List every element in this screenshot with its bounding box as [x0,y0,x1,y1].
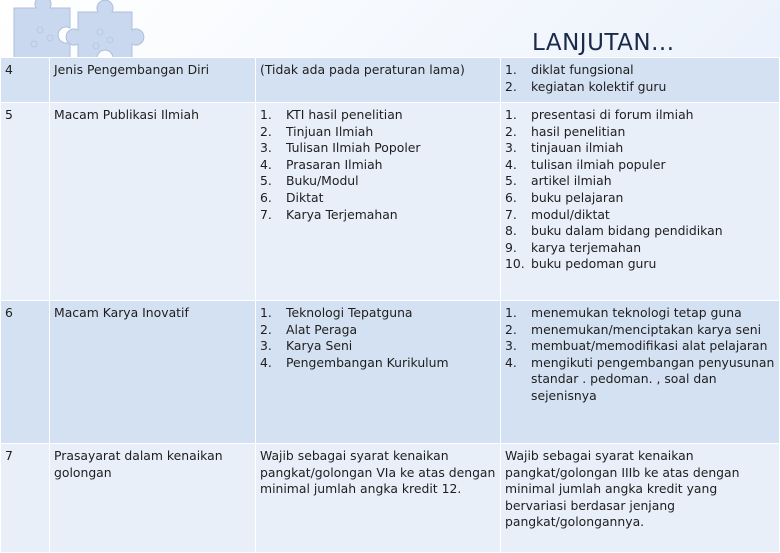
puzzle-piece-right [66,0,144,62]
list-item-text: kegiatan kolektif guru [531,78,667,94]
list-item [260,190,496,207]
list-item-number: 2. [505,123,517,139]
list-item-number: 5. [260,173,272,189]
list-item [260,322,496,339]
list-item [505,322,775,339]
list-item-number: 10. [505,256,525,272]
list-item [505,190,775,207]
list-item-text: artikel ilmiah [531,173,612,189]
aspect-cell: Prasayarat dalam kenaikan golongan [50,444,256,553]
old-regulation-cell: Wajib sebagai syarat kenaikan pangkat/golongan VIa ke atas dengan minimal jumlah angka kredit 12. [256,444,501,553]
list-item [260,107,496,124]
list-item-number: 9. [505,239,517,255]
list-item-number: 5. [505,173,517,189]
list-item [260,173,496,190]
list-item-number: 2. [260,321,272,337]
old-regulation-cell: (Tidak ada pada peraturan lama) [256,58,501,103]
list-item-number: 4. [260,156,272,172]
list-item-number: 4. [260,354,272,370]
list-item-text: tulisan ilmiah populer [531,156,666,172]
list-item [260,157,496,174]
list-item [505,62,775,79]
list-item [505,338,775,355]
list-item-text: tinjauan ilmiah [531,140,624,156]
list-item-number: 7. [505,206,517,222]
list-item-number: 1. [260,305,272,320]
list-item-text: Diktat [286,189,324,205]
list-item [505,256,775,273]
list-item-text: Teknologi Tepatguna [286,305,413,320]
list-item-number: 2. [505,78,517,94]
list-item-number: 1. [260,107,272,122]
list-item-text: mengikuti pengembangan penyusunan standar . pedoman. , soal dan sejenisnya [531,354,775,403]
list-item-text: membuat/memodifikasi alat pelajaran [531,338,768,354]
old-regulation-cell [256,103,501,301]
list-item-number: 4. [505,156,517,172]
list-item-number: 6. [260,189,272,205]
list-item-number: 3. [505,140,517,156]
list-item [505,107,775,124]
list-item-text: Pengembangan Kurikulum [286,354,449,370]
list-item-text: diklat fungsional [531,62,634,77]
list-item-number: 3. [505,338,517,354]
list-item [505,207,775,224]
list-item-text: hasil penelitian [531,123,626,139]
new-regulation-cell [501,58,780,103]
list-item [260,355,496,372]
list-item-text: buku pedoman guru [531,256,657,272]
list-item-text: KTI hasil penelitian [286,107,403,122]
table-row [1,58,780,103]
new-regulation-cell: Wajib sebagai syarat kenaikan pangkat/golongan IIIb ke atas dengan minimal jumlah angka kredit yang bervariasi berdasar jenjang pangkat/golongannya. [501,444,780,553]
list-item [505,173,775,190]
list-item-text: buku dalam bidang pendidikan [531,223,723,239]
list-item [505,140,775,157]
list-item-number: 4. [505,354,517,370]
list-item [505,240,775,257]
list-item-text: buku pelajaran [531,189,624,205]
list-item-text: Tulisan Ilmiah Popoler [286,140,421,156]
list-item [505,124,775,141]
row-number: 7 [1,444,50,553]
list-item [260,338,496,355]
table-row [1,444,780,553]
list-item [260,207,496,224]
slide-title: LANJUTAN... [532,30,675,56]
table-row [1,301,780,444]
list-item-number: 1. [505,62,517,77]
list-item-text: modul/diktat [531,206,610,222]
list-item-number: 1. [505,305,517,320]
row-number: 6 [1,301,50,444]
list-item-number: 2. [505,321,517,337]
list-item [505,79,775,96]
list-item [505,355,775,405]
list-item-number: 7. [260,206,272,222]
list-item-text: Tinjuan Ilmiah [286,123,374,139]
list-item-text: menemukan teknologi tetap guna [531,305,742,320]
list-item [260,305,496,322]
old-regulation-cell [256,301,501,444]
list-item-text: karya terjemahan [531,239,642,255]
list-item-number: 3. [260,338,272,354]
aspect-cell: Jenis Pengembangan Diri [50,58,256,103]
list-item-number: 2. [260,123,272,139]
new-regulation-cell [501,103,780,301]
list-item [260,140,496,157]
list-item-text: presentasi di forum ilmiah [531,107,694,122]
list-item-text: Buku/Modul [286,173,359,189]
list-item [505,305,775,322]
row-number: 4 [1,58,50,103]
aspect-cell: Macam Karya Inovatif [50,301,256,444]
list-item-number: 3. [260,140,272,156]
row-number: 5 [1,103,50,301]
comparison-table [0,57,780,553]
list-item [505,157,775,174]
list-item-text: Karya Seni [286,338,353,354]
new-regulation-cell [501,301,780,444]
list-item [260,124,496,141]
list-item-text: Prasaran Ilmiah [286,156,383,172]
table-row [1,103,780,301]
list-item [505,223,775,240]
list-item-number: 1. [505,107,517,122]
list-item-number: 8. [505,223,517,239]
list-item-text: Alat Peraga [286,321,358,337]
aspect-cell: Macam Publikasi Ilmiah [50,103,256,301]
list-item-number: 6. [505,189,517,205]
list-item-text: Karya Terjemahan [286,206,398,222]
list-item-text: menemukan/menciptakan karya seni [531,321,762,337]
